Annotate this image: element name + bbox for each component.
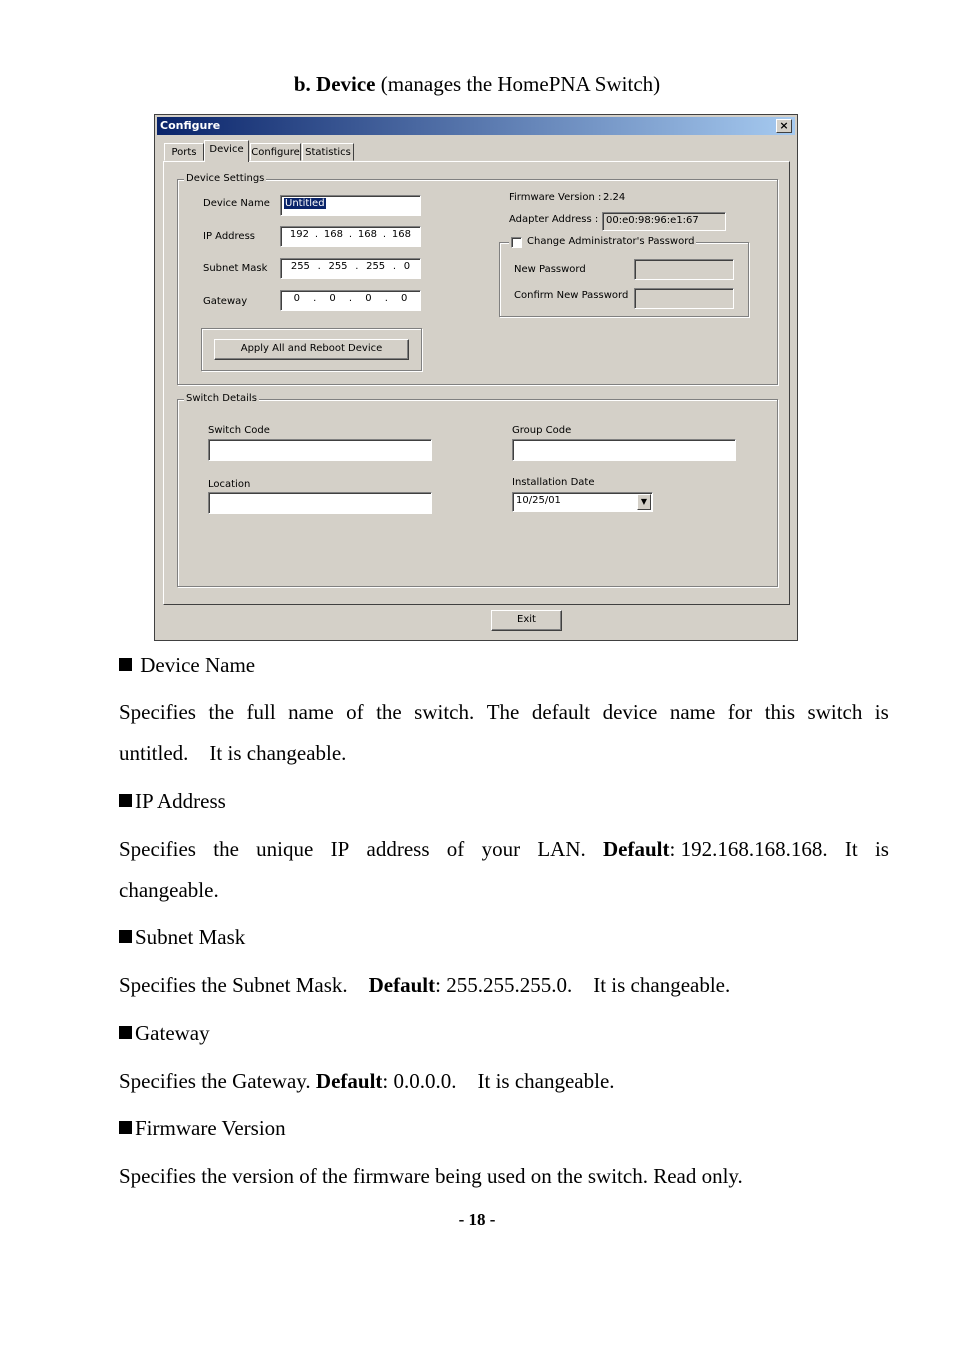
location-label: Location [208, 479, 251, 490]
page-number: - 18 - [458, 1210, 496, 1229]
default-phrase [603, 835, 828, 863]
word: this [764, 700, 796, 724]
location-input[interactable] [208, 492, 432, 514]
installation-date-select[interactable] [512, 492, 653, 512]
square-bullet-icon [119, 1026, 132, 1039]
default-bold: Default [315, 1069, 383, 1093]
installation-date-label: Installation Date [512, 477, 595, 488]
switch-code-label: Switch Code [208, 425, 270, 436]
para-firmware: Specifies the version of the firmware being used on the switch. Read only. [119, 1164, 743, 1188]
word: unique [256, 837, 314, 861]
caption-rest: (manages the HomePNA Switch) [375, 72, 661, 96]
word: your [481, 837, 521, 861]
word: switch. [414, 700, 475, 724]
default-bold: Default [368, 973, 436, 997]
word: address [366, 837, 430, 861]
heading-ip-address-text: IP Address [135, 789, 226, 813]
word: the [208, 700, 235, 724]
para-ip-line2: changeable. [119, 878, 219, 902]
word: full [246, 700, 276, 724]
heading-subnet-mask [119, 923, 245, 951]
ip-octet-2: 168 [323, 229, 344, 240]
gateway-octet-2: 0 [329, 293, 336, 304]
word: is [874, 700, 889, 724]
group-code-label: Group Code [512, 425, 572, 436]
device-name-value: Untitled [285, 198, 325, 209]
ip-octet-3: 168 [357, 229, 378, 240]
close-icon[interactable]: × [776, 119, 792, 133]
ip-dot: . [355, 261, 359, 272]
ip-address-input[interactable] [280, 226, 421, 247]
window-title: Configure [160, 119, 221, 132]
group-code-input[interactable] [512, 439, 736, 461]
heading-subnet-mask-text: Subnet Mask [135, 925, 246, 949]
firmware-version-value: 2.24 [603, 192, 626, 203]
word: IP [330, 837, 350, 861]
switch-details-legend: Switch Details [186, 393, 257, 404]
text: : 255.255.255.0. It is changeable. [435, 973, 731, 997]
gateway-octet-4: 0 [401, 293, 408, 304]
change-password-label: Change Administrator's Password [527, 236, 695, 247]
tab-device[interactable]: Device [204, 140, 249, 162]
subnet-mask-input[interactable] [280, 258, 421, 279]
adapter-address-label: Adapter Address : [509, 214, 599, 225]
gateway-label: Gateway [203, 296, 248, 307]
word: for [727, 700, 753, 724]
ip-dot: . [313, 293, 317, 304]
para-gateway [119, 1067, 615, 1095]
para-device-name-line2: untitled. It is changeable. [119, 741, 347, 765]
text: Specifies the Subnet Mask. [119, 973, 369, 997]
word: the [213, 837, 239, 861]
ip-dot: . [314, 229, 319, 240]
word: name [669, 700, 716, 724]
ip-dot: . [348, 229, 353, 240]
default-bold: Default [603, 837, 670, 861]
device-name-input[interactable] [280, 195, 421, 216]
word: the [376, 700, 402, 724]
word: name [288, 700, 334, 724]
gateway-input[interactable] [280, 290, 421, 311]
ip-dot: . [384, 293, 388, 304]
square-bullet-icon [119, 930, 132, 943]
para-device-name-line1 [119, 698, 889, 726]
ip-address-label: IP Address [203, 231, 255, 242]
ip-dot: . [392, 261, 397, 272]
ip-octet-1: 192 [289, 229, 310, 240]
word: of [446, 837, 465, 861]
ip-octet-4: 168 [391, 229, 412, 240]
subnet-octet-1: 255 [290, 261, 310, 272]
para-subnet [119, 971, 730, 999]
subnet-octet-3: 255 [366, 261, 386, 272]
tab-configure[interactable]: Configure [250, 143, 301, 161]
word: The [486, 700, 520, 724]
para-ip-line1 [119, 835, 889, 863]
new-password-input[interactable] [634, 259, 734, 280]
device-name-label: Device Name [203, 198, 270, 209]
square-bullet-icon [119, 658, 132, 671]
heading-firmware-version [119, 1114, 286, 1142]
heading-gateway-text: Gateway [135, 1021, 210, 1045]
figure-caption [0, 72, 954, 97]
gateway-octet-1: 0 [293, 293, 300, 304]
ip-dot: . [317, 261, 321, 272]
text: Specifies the Gateway. [119, 1069, 316, 1093]
heading-firmware-version-text: Firmware Version [135, 1116, 286, 1140]
word: default [531, 700, 591, 724]
confirm-password-label: Confirm New Password [514, 290, 629, 301]
ip-dot: . [382, 229, 387, 240]
heading-ip-address [119, 787, 226, 815]
exit-button[interactable]: Exit [491, 610, 562, 631]
adapter-address-field: 00:e0:98:96:e1:67 [602, 212, 726, 231]
subnet-mask-label: Subnet Mask [203, 263, 268, 274]
heading-device-name [119, 651, 255, 679]
switch-code-input[interactable] [208, 439, 432, 461]
word: Specifies [119, 837, 196, 861]
text: : 0.0.0.0. It is changeable. [382, 1069, 615, 1093]
word: : 192.168.168.168. [669, 837, 828, 861]
chevron-down-icon[interactable]: ▼ [637, 494, 651, 510]
word: It [844, 837, 858, 861]
word: Specifies [119, 700, 196, 724]
caption-bold: b. Device [293, 72, 376, 96]
change-password-legend [509, 236, 696, 248]
device-tab-panel [163, 161, 790, 605]
configure-dialog [154, 114, 798, 641]
confirm-password-input[interactable] [634, 288, 734, 309]
gateway-octet-3: 0 [365, 293, 372, 304]
heading-device-name-text: Device Name [140, 653, 256, 677]
apply-reboot-button[interactable]: Apply All and Reboot Device [214, 339, 409, 360]
tab-statistics[interactable]: Statistics [302, 143, 354, 161]
square-bullet-icon [119, 1121, 132, 1134]
device-settings-legend: Device Settings [186, 173, 265, 184]
square-bullet-icon [119, 794, 132, 807]
ip-dot: . [348, 293, 353, 304]
tab-ports[interactable]: Ports [164, 143, 204, 161]
word: LAN. [537, 837, 586, 861]
title-bar [157, 117, 795, 135]
change-password-checkbox[interactable] [511, 237, 522, 248]
new-password-label: New Password [514, 264, 586, 275]
firmware-version-label: Firmware Version : [509, 192, 602, 203]
word: switch [807, 700, 863, 724]
word: of [346, 700, 364, 724]
installation-date-value: 10/25/01 [516, 495, 561, 506]
word: is [874, 837, 889, 861]
subnet-octet-4: 0 [403, 261, 411, 272]
subnet-octet-2: 255 [328, 261, 348, 272]
word: device [602, 700, 658, 724]
heading-gateway [119, 1019, 210, 1047]
